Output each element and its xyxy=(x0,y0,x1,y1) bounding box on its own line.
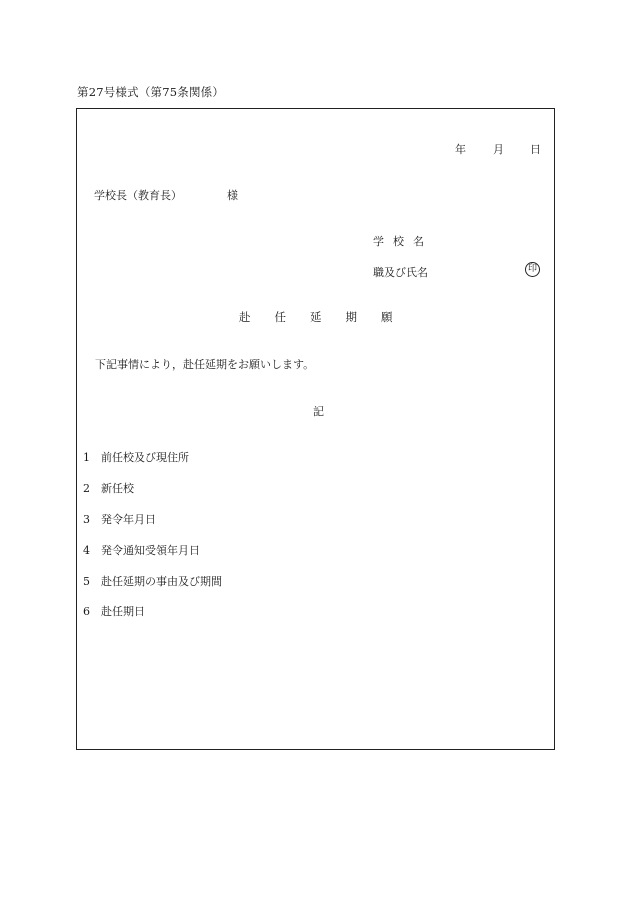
item-label: 赴任延期の事由及び期間 xyxy=(101,575,222,588)
item-number: 5 xyxy=(83,575,90,588)
item-label: 赴任期日 xyxy=(101,605,145,618)
item-label: 前任校及び現住所 xyxy=(101,451,189,464)
item-number: 3 xyxy=(83,513,90,526)
date-row xyxy=(455,141,541,155)
item-number: 4 xyxy=(83,544,90,557)
seal-mark: 印 xyxy=(525,262,540,277)
list-item xyxy=(83,480,134,496)
item-label: 新任校 xyxy=(101,482,134,495)
day-label: 日 xyxy=(530,143,541,156)
item-number: 6 xyxy=(83,605,90,618)
ki-heading: 記 xyxy=(313,405,324,418)
year-label: 年 xyxy=(455,143,466,156)
item-label: 発令通知受領年月日 xyxy=(101,544,200,557)
honorific: 様 xyxy=(227,189,238,202)
item-number: 1 xyxy=(83,451,90,464)
list-item xyxy=(83,542,200,558)
list-item xyxy=(83,603,145,619)
list-item xyxy=(83,573,222,589)
form-frame xyxy=(76,108,555,750)
addressee: 学校長（教育長） xyxy=(94,189,182,202)
body-text: 下記事情により，赴任延期をお願いします。 xyxy=(95,358,315,371)
list-item xyxy=(83,449,189,465)
item-label: 発令年月日 xyxy=(101,513,156,526)
position-and-name-label: 職及び氏名 xyxy=(373,266,428,279)
item-number: 2 xyxy=(83,482,90,495)
school-name-label: 学校名 xyxy=(373,235,433,248)
month-label: 月 xyxy=(493,143,504,156)
form-number: 第27号様式（第75条関係） xyxy=(77,85,225,99)
document-title: 赴任延期願 xyxy=(239,310,417,324)
list-item xyxy=(83,511,156,527)
